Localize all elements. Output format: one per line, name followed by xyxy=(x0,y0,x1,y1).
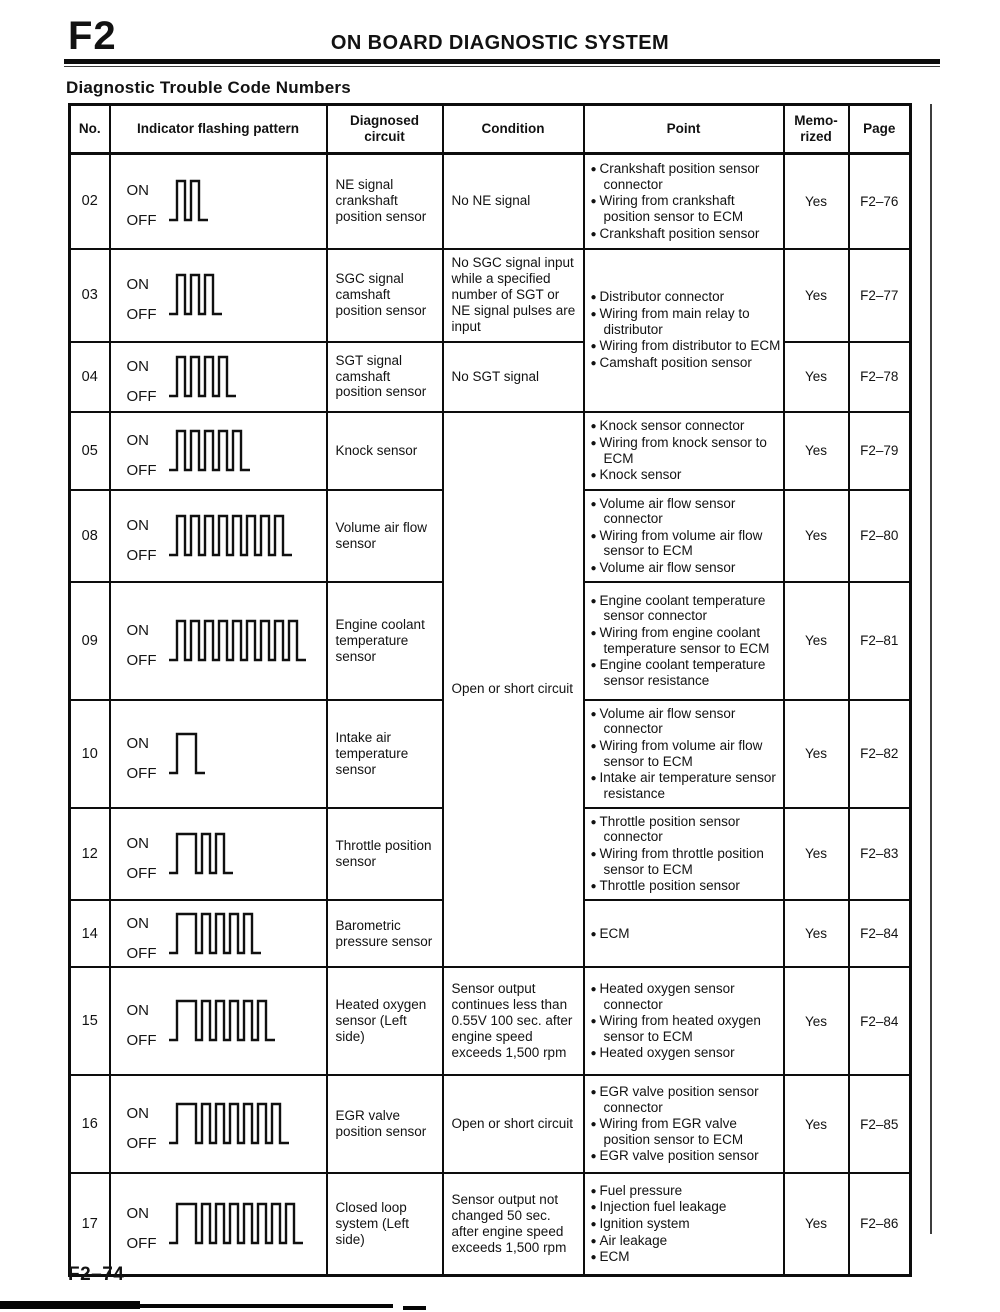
point-item: ● Heated oxygen sensor xyxy=(590,1045,735,1061)
off-label: OFF xyxy=(126,864,157,882)
point-item: ● Wiring from throttle position sensor to ECM xyxy=(590,846,764,877)
flash-pattern-cell xyxy=(110,1075,327,1173)
off-label: OFF xyxy=(126,306,157,323)
section-title: Diagnostic Trouble Code Numbers xyxy=(66,78,351,97)
point-item: ● Throttle position sensor connector xyxy=(590,813,740,845)
point-list xyxy=(591,981,781,1061)
bullet-icon: ● xyxy=(590,849,597,861)
bullet-icon: ● xyxy=(590,470,597,482)
point-cell xyxy=(584,490,784,582)
flash-pattern-cell xyxy=(110,900,327,967)
flash-pattern xyxy=(111,726,326,782)
bullet-icon: ● xyxy=(590,437,597,449)
bullet-icon: ● xyxy=(590,773,597,785)
memorized-cell: Yes xyxy=(784,582,849,700)
memorized-cell: Yes xyxy=(784,412,849,490)
flash-pattern xyxy=(111,423,326,479)
memorized-cell: Yes xyxy=(784,700,849,808)
flash-pattern-cell xyxy=(110,1173,327,1275)
point-item: ● Engine coolant temperature sensor resistance xyxy=(590,657,766,689)
point-item: ● Volume air flow sensor connector xyxy=(590,495,736,527)
memorized-cell: Yes xyxy=(784,490,849,582)
memorized-cell: Yes xyxy=(784,967,849,1075)
page-ref-cell: F2–76 xyxy=(849,154,911,249)
point-item: ● Intake air temperature sensor resistance xyxy=(590,770,776,802)
page-ref-cell: F2–80 xyxy=(849,490,911,582)
point-list xyxy=(591,161,781,241)
page-ref-cell: F2–77 xyxy=(849,249,911,342)
point-item: ● ECM xyxy=(590,925,630,941)
off-label: OFF xyxy=(126,461,157,479)
point-list xyxy=(591,814,781,894)
bullet-icon: ● xyxy=(590,628,597,640)
diagnosed-circuit-cell: Heated oxygen sensor (Left side) xyxy=(327,967,443,1075)
dtc-table xyxy=(68,103,912,1277)
point-cell xyxy=(584,700,784,808)
table-row xyxy=(70,412,911,490)
scan-artifact-bar xyxy=(128,1304,393,1308)
flash-pattern xyxy=(111,1196,326,1252)
on-label: ON xyxy=(126,516,149,534)
bullet-icon: ● xyxy=(590,498,597,510)
column-header: Memo-rized xyxy=(784,105,849,154)
flash-pattern-cell xyxy=(110,967,327,1075)
flash-pattern-cell xyxy=(110,808,327,900)
memorized-cell: Yes xyxy=(784,154,849,249)
page-ref-cell: F2–78 xyxy=(849,342,911,412)
point-item: ● Wiring from crankshaft position sensor to ECM xyxy=(590,193,744,225)
memorized-cell: Yes xyxy=(784,342,849,412)
page-title: ON BOARD DIAGNOSTIC SYSTEM xyxy=(330,32,670,54)
condition-cell: Sensor output continues less than 0.55V 100 sec. after engine speed exceeds 1,500 rpm xyxy=(443,967,584,1075)
table-row xyxy=(70,342,911,412)
point-item: ● Engine coolant temperature sensor connector xyxy=(590,592,766,624)
flash-pattern xyxy=(111,173,326,229)
flash-waveform-icon xyxy=(166,1097,292,1149)
bullet-icon: ● xyxy=(590,421,597,433)
flash-waveform-icon xyxy=(166,994,278,1046)
point-item: ● Wiring from distributor to ECM xyxy=(590,338,781,354)
point-item: ● Wiring from knock sensor to ECM xyxy=(590,434,767,466)
diagnosed-circuit-cell: NE signal crankshaft position sensor xyxy=(327,154,443,249)
condition-cell: No SGT signal xyxy=(443,342,584,412)
on-label: ON xyxy=(126,621,149,639)
flash-waveform-icon xyxy=(166,727,208,779)
scan-page-edge xyxy=(930,104,932,1234)
flash-waveform-icon xyxy=(166,350,239,402)
flash-pattern-cell xyxy=(110,154,327,249)
bullet-icon: ● xyxy=(590,1086,597,1098)
bullet-icon: ● xyxy=(590,881,597,893)
point-item: ● Air leakage xyxy=(590,1232,668,1248)
page-ref-cell: F2–82 xyxy=(849,700,911,808)
page-ref-cell: F2–79 xyxy=(849,412,911,490)
on-label: ON xyxy=(126,1105,149,1122)
flash-waveform-icon xyxy=(166,268,225,320)
point-item: ● Wiring from heated oxygen sensor to ECM xyxy=(590,1013,761,1044)
scan-artifact-bar xyxy=(403,1306,426,1310)
diagnosed-circuit-cell: Volume air flow sensor xyxy=(327,490,443,582)
point-cell xyxy=(584,412,784,490)
table-row xyxy=(70,1173,911,1275)
off-label: OFF xyxy=(126,651,157,669)
flash-pattern xyxy=(111,349,326,405)
pattern-labels xyxy=(127,726,157,782)
on-label: ON xyxy=(126,1204,149,1222)
row-no-cell: 02 xyxy=(70,154,110,249)
bullet-icon: ● xyxy=(590,1235,597,1247)
point-item: ● Wiring from volume air flow sensor to ECM xyxy=(590,738,763,769)
point-item: ● Fuel pressure xyxy=(590,1182,683,1198)
point-item: ● Injection fuel leakage xyxy=(590,1199,727,1215)
bullet-icon: ● xyxy=(590,1218,597,1230)
off-label: OFF xyxy=(126,212,157,230)
diagnosed-circuit-cell: Engine coolant temperature sensor xyxy=(327,582,443,700)
bullet-icon: ● xyxy=(590,164,597,176)
bullet-icon: ● xyxy=(590,660,597,672)
table-row xyxy=(70,967,911,1075)
column-header: Condition xyxy=(443,105,584,154)
flash-pattern xyxy=(111,613,326,669)
point-item: ● EGR valve position sensor xyxy=(590,1148,759,1164)
point-list xyxy=(591,926,781,942)
memorized-cell: Yes xyxy=(784,1075,849,1173)
diagnosed-circuit-cell: Closed loop system (Left side) xyxy=(327,1173,443,1275)
condition-cell: Open or short circuit xyxy=(443,1075,584,1173)
page-ref-cell: F2–81 xyxy=(849,582,911,700)
bullet-icon: ● xyxy=(590,708,597,720)
flash-pattern-cell xyxy=(110,342,327,412)
point-item: ● Wiring from engine coolant temperature sensor to ECM xyxy=(590,625,770,656)
row-no-cell: 12 xyxy=(70,808,110,900)
on-label: ON xyxy=(126,734,149,752)
on-label: ON xyxy=(126,914,149,932)
row-no-cell: 17 xyxy=(70,1173,110,1275)
off-label: OFF xyxy=(126,1234,157,1252)
diagnosed-circuit-cell: Intake air temperature sensor xyxy=(327,700,443,808)
header-rule xyxy=(64,59,940,64)
off-label: OFF xyxy=(126,944,157,962)
row-no-cell: 14 xyxy=(70,900,110,967)
page-ref-cell: F2–84 xyxy=(849,900,911,967)
pattern-labels xyxy=(127,993,157,1049)
row-no-cell: 15 xyxy=(70,967,110,1075)
pattern-labels xyxy=(127,1096,157,1152)
bullet-icon: ● xyxy=(590,530,597,542)
point-item: ● Distributor connector xyxy=(590,289,725,305)
memorized-cell: Yes xyxy=(784,249,849,342)
bullet-icon: ● xyxy=(590,563,597,575)
on-label: ON xyxy=(126,182,149,200)
bullet-icon: ● xyxy=(590,928,597,940)
flash-pattern-cell xyxy=(110,490,327,582)
point-item: ● Throttle position sensor xyxy=(590,878,740,894)
row-no-cell: 16 xyxy=(70,1075,110,1173)
row-no-cell: 05 xyxy=(70,412,110,490)
point-list xyxy=(591,418,781,483)
page-ref-cell: F2–85 xyxy=(849,1075,911,1173)
point-list xyxy=(591,593,781,689)
diagnosed-circuit-cell: SGC signal camshaft position sensor xyxy=(327,249,443,342)
point-item: ● Camshaft position sensor xyxy=(590,354,752,370)
off-label: OFF xyxy=(126,387,157,405)
row-no-cell: 04 xyxy=(70,342,110,412)
flash-pattern-cell xyxy=(110,412,327,490)
page-ref-cell: F2–84 xyxy=(849,967,911,1075)
pattern-labels xyxy=(127,423,157,479)
point-item: ● Wiring from volume air flow sensor to ECM xyxy=(590,527,763,559)
dtc-table-body xyxy=(70,154,911,1276)
flash-waveform-icon xyxy=(166,827,236,879)
condition-cell: Sensor output not changed 50 sec. after engine speed exceeds 1,500 rpm xyxy=(443,1173,584,1275)
flash-pattern xyxy=(111,826,326,882)
bullet-icon: ● xyxy=(590,309,597,321)
flash-pattern xyxy=(111,993,326,1049)
on-label: ON xyxy=(126,834,149,852)
point-item: ● Heated oxygen sensor connector xyxy=(590,980,735,1012)
on-label: ON xyxy=(126,1002,149,1019)
flash-waveform-icon xyxy=(166,907,264,959)
bullet-icon: ● xyxy=(590,1252,597,1264)
column-header: Page xyxy=(849,105,911,154)
bullet-icon: ● xyxy=(590,816,597,828)
pattern-labels xyxy=(127,613,157,669)
point-list xyxy=(591,496,781,576)
pattern-labels xyxy=(127,267,157,323)
bullet-icon: ● xyxy=(590,1048,597,1060)
condition-cell: Open or short circuit xyxy=(443,412,584,968)
on-label: ON xyxy=(126,276,149,293)
point-item: ● Knock sensor xyxy=(590,467,682,483)
bullet-icon: ● xyxy=(590,741,597,753)
pattern-labels xyxy=(127,906,157,962)
bullet-icon: ● xyxy=(590,1119,597,1131)
flash-waveform-icon xyxy=(166,1197,306,1249)
point-list xyxy=(591,289,781,370)
point-cell xyxy=(584,808,784,900)
on-label: ON xyxy=(126,431,149,449)
flash-pattern-cell xyxy=(110,582,327,700)
diagnosed-circuit-cell: SGT signal camshaft position sensor xyxy=(327,342,443,412)
column-header: Point xyxy=(584,105,784,154)
diagnosed-circuit-cell: Knock sensor xyxy=(327,412,443,490)
point-item: ● Knock sensor connector xyxy=(590,418,745,434)
pattern-labels xyxy=(127,173,157,229)
point-item: ● Volume air flow sensor connector xyxy=(590,705,736,737)
flash-pattern xyxy=(111,1096,326,1152)
column-header: No. xyxy=(70,105,110,154)
header-rule-shadow xyxy=(64,66,940,67)
point-cell xyxy=(584,154,784,249)
memorized-cell: Yes xyxy=(784,1173,849,1275)
bullet-icon: ● xyxy=(590,196,597,208)
diagnosed-circuit-cell: Throttle position sensor xyxy=(327,808,443,900)
point-item: ● EGR valve position sensor connector xyxy=(590,1083,759,1115)
table-row xyxy=(70,249,911,342)
row-no-cell: 08 xyxy=(70,490,110,582)
table-row xyxy=(70,1075,911,1173)
page-section-code: F2 xyxy=(68,14,117,58)
memorized-cell: Yes xyxy=(784,808,849,900)
bullet-icon: ● xyxy=(590,341,597,353)
point-item: ● Wiring from EGR valve position sensor to ECM xyxy=(590,1116,744,1147)
bullet-icon: ● xyxy=(590,1151,597,1163)
flash-waveform-icon xyxy=(166,614,309,666)
table-row xyxy=(70,154,911,249)
condition-cell: No SGC signal input while a specified number of SGT or NE signal pulses are input xyxy=(443,249,584,342)
pattern-labels xyxy=(127,508,157,564)
off-label: OFF xyxy=(126,546,157,564)
flash-pattern xyxy=(111,267,326,323)
point-list xyxy=(591,1183,781,1265)
bullet-icon: ● xyxy=(590,357,597,369)
off-label: OFF xyxy=(126,1032,157,1049)
point-cell xyxy=(584,1075,784,1173)
pattern-labels xyxy=(127,1196,157,1252)
flash-pattern-cell xyxy=(110,700,327,808)
on-label: ON xyxy=(126,357,149,375)
row-no-cell: 09 xyxy=(70,582,110,700)
bullet-icon: ● xyxy=(590,228,597,240)
point-item: ● Crankshaft position sensor connector xyxy=(590,161,760,192)
point-list xyxy=(591,1084,781,1164)
bullet-icon: ● xyxy=(590,983,597,995)
scan-artifact-bar xyxy=(0,1301,140,1309)
page-number: F2–74 xyxy=(68,1264,125,1285)
point-item: ● Wiring from main relay to distributor xyxy=(590,306,750,337)
row-no-cell: 03 xyxy=(70,249,110,342)
flash-pattern-cell xyxy=(110,249,327,342)
point-cell xyxy=(584,1173,784,1275)
point-cell xyxy=(584,967,784,1075)
pattern-labels xyxy=(127,826,157,882)
bullet-icon: ● xyxy=(590,1202,597,1214)
bullet-icon: ● xyxy=(590,1185,597,1197)
column-header: Indicator flashing pattern xyxy=(110,105,327,154)
bullet-icon: ● xyxy=(590,292,597,304)
point-cell xyxy=(584,249,784,412)
page-ref-cell: F2–83 xyxy=(849,808,911,900)
condition-cell: No NE signal xyxy=(443,154,584,249)
point-item: ● Volume air flow sensor xyxy=(590,560,736,576)
column-header: Diagnosed circuit xyxy=(327,105,443,154)
point-item: ● Ignition system xyxy=(590,1215,690,1231)
diagnosed-circuit-cell: Barometric pressure sensor xyxy=(327,900,443,967)
table-header-row xyxy=(70,105,911,154)
memorized-cell: Yes xyxy=(784,900,849,967)
diagnosed-circuit-cell: EGR valve position sensor xyxy=(327,1075,443,1173)
flash-waveform-icon xyxy=(166,424,253,476)
point-item: ● Crankshaft position sensor xyxy=(590,225,760,241)
flash-pattern xyxy=(111,508,326,564)
off-label: OFF xyxy=(126,764,157,782)
point-cell xyxy=(584,900,784,967)
pattern-labels xyxy=(127,349,157,405)
flash-waveform-icon xyxy=(166,509,295,561)
flash-pattern xyxy=(111,906,326,962)
point-list xyxy=(591,706,781,802)
row-no-cell: 10 xyxy=(70,700,110,808)
point-item: ● ECM xyxy=(590,1249,630,1265)
page-ref-cell: F2–86 xyxy=(849,1173,911,1275)
off-label: OFF xyxy=(126,1135,157,1152)
bullet-icon: ● xyxy=(590,1016,597,1028)
flash-waveform-icon xyxy=(166,174,211,226)
point-cell xyxy=(584,582,784,700)
bullet-icon: ● xyxy=(590,595,597,607)
